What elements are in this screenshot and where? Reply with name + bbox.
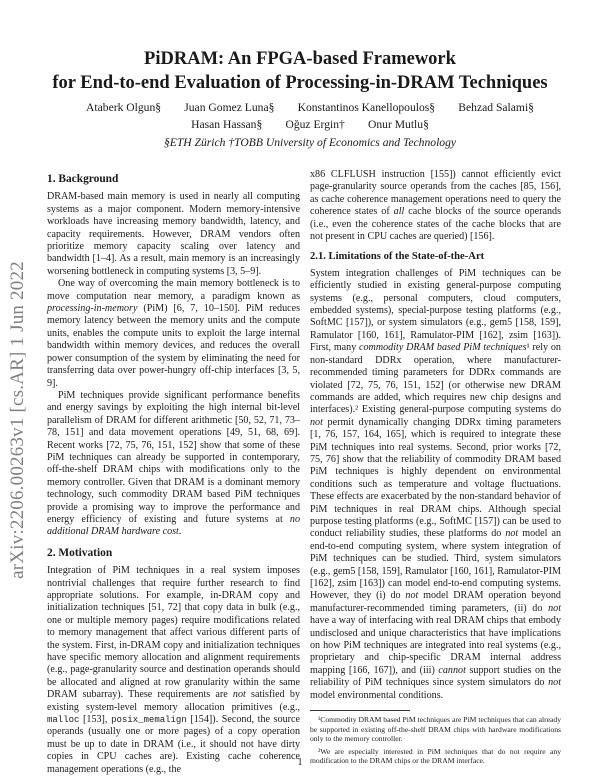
right-column: [310, 169, 561, 769]
author-name: Behzad Salami§: [458, 101, 534, 114]
author-name: Ataberk Olgun§: [86, 101, 162, 114]
paragraph: PiM techniques provide significant performance benefits and energy savings by exploiting the high internal bit-level parallelism of DRAM for different arithmetic [50, 52, 71, 73–78, 151] and data movement operations [49, 51, 68, 69]. Recent works [72, 75, 76, 151, 152] show that some of these PiM techniques can already be supported in contemporary, off-the-shelf DRAM chips with modifications only to the memory controller. Given that DRAM is a dominant memory technology, such commodity DRAM based PiM techniques provide a promising way to improve the performance and energy efficiency of existing and future systems at no additional DRAM hardware cost.: [47, 389, 300, 538]
title-line-2: for End-to-end Evaluation of Processing-in-DRAM Techniques: [52, 73, 548, 93]
arxiv-stamp: [3, 250, 33, 590]
author-name: Konstantinos Kanellopoulos§: [297, 101, 436, 114]
author-name: Oğuz Ergin†: [285, 118, 345, 131]
paper-title: [0, 47, 600, 95]
affiliations: §ETH Zürich †TOBB University of Economics and Technology: [163, 136, 457, 149]
author-name: Onur Mutlu§: [368, 118, 429, 131]
footnote-rule: [310, 710, 410, 711]
author-list-row-1: [60, 100, 560, 116]
paragraph: Integration of PiM techniques in a real system imposes nontrivial challenges that require further research to find appropriate solutions. For example, in-DRAM copy and initialization techniques [51, 72] that copy data in bulk (e.g., one or multiple memory pages) require modifications related to memory management that affect various different parts of the system. First, in-DRAM copy and initialization techniques have specific memory allocation and alignment requirements (e.g., page-granularity source and destination operands should be allocated and aligned at row granularity within the same DRAM subarray). These requirements are not satisfied by existing system-level memory allocation primitives (e.g., malloc [153], posix_memalign [154]). Second, the source operands (usually one or more pages) of a copy operation must be up to date in DRAM (i.e., it should not have dirty copies in CPU caches are). Existing cache coherence management operations (e.g., the: [47, 565, 300, 775]
author-name: Hasan Hassan§: [191, 118, 263, 131]
section-heading-background: 1. Background: [47, 173, 119, 185]
footnote: ¹Commodity DRAM based PiM techniques are PiM techniques that can already be supported in existing off-the-shelf DRAM chips with hardware modifications only to the memory controller.: [310, 715, 561, 744]
section-heading-motivation: 2. Motivation: [47, 546, 113, 559]
author-list-row-2: [60, 117, 560, 133]
paragraph: One way of overcoming the main memory bottleneck is to move computation near memory, a paradigm known as processing-in-memory (PiM) [6, 7, 10–150]. PiM reduces memory latency between the memory units and the compute units, enables the compute units to exploit the large internal bandwidth within memory devices, and reduces the overall power consumption of the system by eliminating the need for transferring data over power-hungry off-chip interfaces [3, 5, 9].: [47, 278, 300, 389]
page-number: 1: [297, 757, 303, 768]
paragraph: DRAM-based main memory is used in nearly all computing systems as a major component. Modern memory-intensive workloads have increasing memory bandwidth, latency, and capacity requirements. However, DRAM vendors often prioritize memory capacity scaling over latency and bandwidth [1–4]. As a result, main memory is an increasingly worsening bottleneck in computing systems [3, 5–9].: [47, 191, 300, 277]
paragraph: x86 CLFLUSH instruction [155]) cannot efficiently evict page-granularity source operands from the caches [85, 156], as cache coherence management operations need to query the coherence states of all cache blocks of the source operands (i.e., even the coherence states of the cache blocks that are not present in CPU caches are queried) [156].: [310, 169, 561, 243]
arxiv-identifier: arXiv:2206.00263v1 [cs.AR] 1 Jun 2022: [7, 261, 28, 579]
title-line-1: PiDRAM: An FPGA-based Framework: [144, 49, 456, 69]
author-name: Juan Gomez Luna§: [184, 101, 275, 114]
left-column: [47, 169, 300, 776]
footnote: ²We are especially interested in PiM techniques that do not require any modification to the DRAM chips or the DRAM interface.: [310, 746, 561, 766]
subsection-heading-limitations: 2.1. Limitations of the State-of-the-Art: [310, 251, 485, 263]
paragraph: System integration challenges of PiM techniques can be efficiently studied in existing general-purpose computing systems (e.g., personal computers, cloud computers, embedded systems), special-purpose testing platforms (e.g., SoftMC [157]), or system simulators (e.g., gem5 [158, 159], Ramulator [160, 161], Ramulator-PIM [162], zsim [163]). First, many commodity DRAM based PiM techniques¹ rely on non-standard DDRx operation, where manufacturer-recommended timing parameters for DDRx commands are violated [72, 75, 76, 151, 152] (or otherwise new DRAM commands are added, which requires new chip designs and interfaces).² Existing general-purpose computing systems do not permit dynamically changing DDRx timing parameters [1, 76, 157, 164, 165], which is required to integrate these PiM techniques into real systems. Second, prior works [72, 75, 76] show that the reliability of commodity DRAM based PiM techniques is highly dependent on environmental conditions such as temperature and voltage fluctuations. These effects are exacerbated by the non-standard behavior of PiM techniques in real DRAM chips. Although special purpose testing platforms (e.g., SoftMC [157]) can be used to conduct reliability studies, these platforms do not model an end-to-end computing system, where system integration of PiM techniques can be studied. Third, system simulators (e.g., gem5 [158, 159], Ramulator [160, 161], Ramulator-PIM [162], zsim [163]) can model end-to-end computing systems. However, they (i) do not model DRAM operation beyond manufacturer-recommended timing parameters, (ii) do not have a way of interfacing with real DRAM chips that embody undisclosed and unique characteristics that have implications on how PiM techniques are integrated into real systems (e.g., proprietary and chip-specific DRAM internal address mapping [166, 167]), and (iii) cannot support studies on the reliability of PiM techniques since system simulators do not model environmental conditions.: [310, 267, 562, 701]
